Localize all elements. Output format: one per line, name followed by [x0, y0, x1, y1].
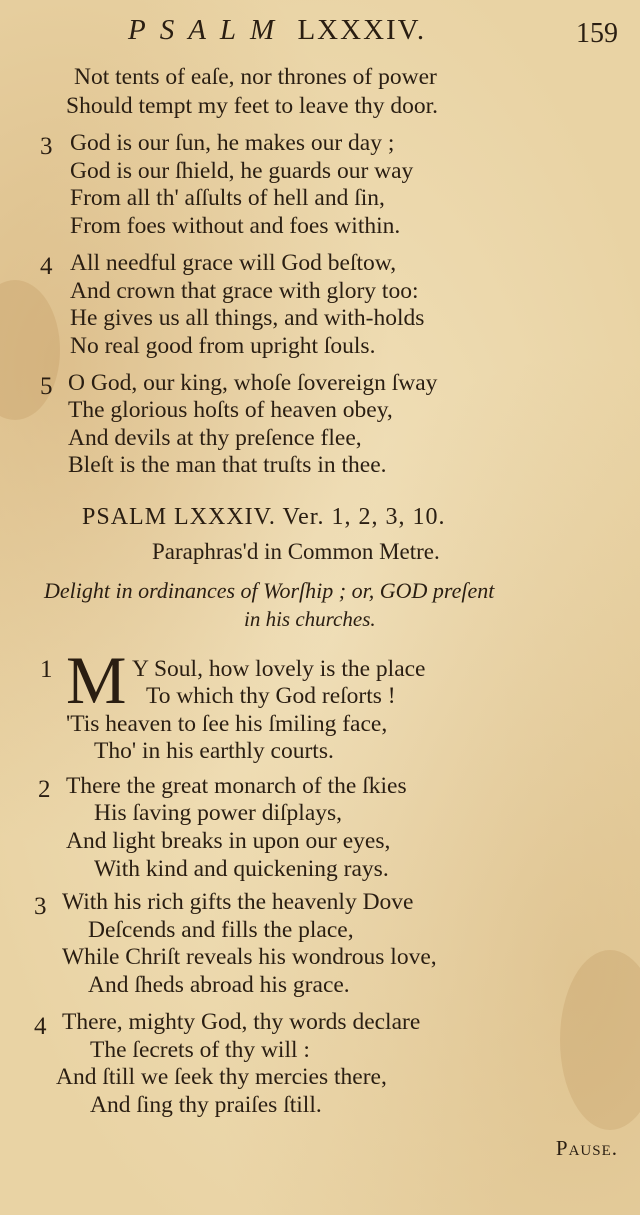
- stanza-number: 4: [34, 1013, 47, 1040]
- stanza-number: 1: [40, 656, 53, 683]
- verse-line: And ſheds abroad his grace.: [88, 972, 350, 998]
- verse-line: With kind and quickening rays.: [94, 856, 389, 882]
- verse-line: The glorious hoſts of heaven obey,: [68, 397, 393, 423]
- stanza-number: 5: [40, 373, 53, 400]
- verse-line: No real good from upright ſouls.: [70, 333, 376, 359]
- verse-line: With his rich gifts the heavenly Dove: [62, 889, 414, 915]
- header-title: [128, 14, 426, 47]
- page-stain: [560, 950, 640, 1130]
- verse-line: Tho' in his earthly courts.: [94, 738, 334, 764]
- verse-line: All needful grace will God beſtow,: [70, 250, 397, 276]
- verse-line: The ſecrets of thy will :: [90, 1037, 310, 1063]
- verse-line: He gives us all things, and with-holds: [70, 305, 425, 331]
- stanza-number: 2: [38, 776, 51, 803]
- verse-line: And crown that grace with glory too:: [70, 278, 419, 304]
- verse-line: There, mighty God, thy words declare: [62, 1009, 421, 1035]
- verse-line: Should tempt my feet to leave thy door.: [66, 93, 439, 119]
- verse-line: And ſtill we ſeek thy mercies there,: [56, 1064, 387, 1090]
- running-header: [0, 14, 640, 54]
- verse-line: To which thy God reſorts !: [146, 683, 396, 709]
- pause-marker: Pause.: [555, 1136, 618, 1160]
- verse-line: Not tents of eaſe, nor thrones of power: [74, 64, 437, 90]
- section-subheading: Paraphras'd in Common Metre.: [152, 539, 440, 564]
- stanza-number: 3: [34, 893, 47, 920]
- verse-line: O God, our king, whoſe ſovereign ſway: [68, 370, 438, 396]
- verse-line: And devils at thy preſence flee,: [68, 425, 362, 451]
- verse-line: Deſcends and fills the place,: [88, 917, 354, 943]
- drop-cap: M: [66, 642, 127, 718]
- verse-line: Y Soul, how lovely is the place: [132, 656, 426, 682]
- verse-line: While Chriſt reveals his wondrous love,: [62, 944, 437, 970]
- verse-line: 'Tis heaven to ſee his ſmiling face,: [66, 711, 388, 737]
- header-psalm: PSALM: [128, 14, 289, 46]
- section-heading: PSALM LXXXIV. Ver. 1, 2, 3, 10.: [82, 504, 446, 530]
- verse-line: And light breaks in upon our eyes,: [66, 828, 391, 854]
- section-subject-cont: in his churches.: [244, 607, 376, 631]
- verse-line: God is our ſhield, he guards our way: [70, 158, 414, 184]
- verse-line: There the great monarch of the ſkies: [66, 773, 407, 799]
- header-psalm-number: LXXXIV.: [297, 14, 427, 46]
- verse-line: His ſaving power diſplays,: [94, 800, 343, 826]
- page-number: 159: [576, 18, 618, 49]
- verse-line: God is our ſun, he makes our day ;: [70, 130, 395, 156]
- section-subject: Delight in ordinances of Worſhip ; or, GOD preſent: [44, 578, 495, 603]
- stanza-number: 3: [40, 133, 53, 160]
- verse-line: Bleſt is the man that truſts in thee.: [68, 452, 387, 478]
- verse-line: From foes without and foes within.: [70, 213, 401, 239]
- stanza-number: 4: [40, 253, 53, 280]
- verse-line: And ſing thy praiſes ſtill.: [90, 1092, 322, 1118]
- verse-line: From all th' aſſults of hell and ſin,: [70, 185, 385, 211]
